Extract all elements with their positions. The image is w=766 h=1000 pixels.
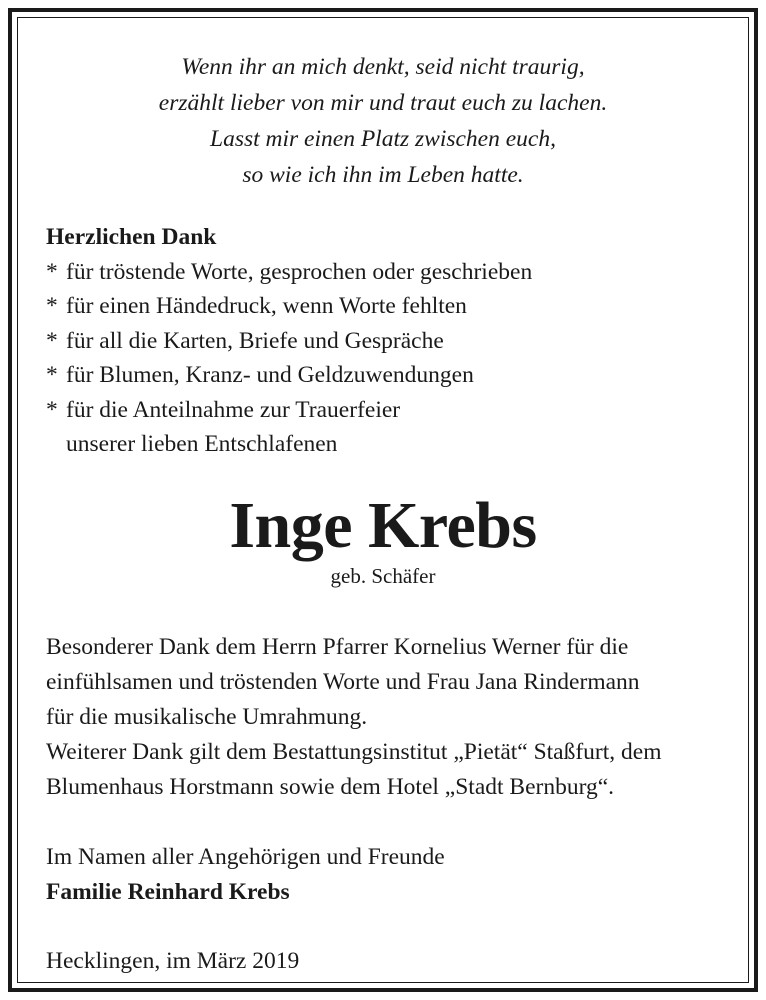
thanks-item-text: für tröstende Worte, gesprochen oder geschrieben	[66, 258, 533, 285]
thanks-item	[46, 358, 532, 393]
thanks-item	[46, 324, 532, 359]
special-thanks-line: für die musikalische Umrahmung.	[46, 704, 368, 730]
thanks-item-text: für einen Händedruck, wenn Worte fehlten	[66, 293, 467, 319]
birth-name: geb. Schäfer	[330, 564, 436, 588]
poem-line: Wenn ihr an mich denkt, seid nicht traurig,	[181, 54, 585, 80]
special-thanks-line: einfühlsamen und tröstenden Worte und Frau Jana Rindermann	[46, 669, 640, 695]
further-thanks-line: Blumenhaus Horstmann sowie dem Hotel „Stadt Bernburg“.	[46, 774, 615, 800]
deceased-name: Inge Krebs	[229, 489, 537, 562]
thanks-item-continuation: unserer lieben Entschlafenen	[66, 431, 338, 457]
thanks-item	[46, 255, 532, 290]
thanks-item	[46, 289, 532, 324]
poem-line: Lasst mir einen Platz zwischen euch,	[210, 126, 556, 152]
thanks-item	[46, 393, 532, 428]
place-date: Hecklingen, im März 2019	[46, 948, 300, 974]
poem-line: so wie ich ihn im Leben hatte.	[242, 162, 524, 188]
special-thanks-line: Besonderer Dank dem Herrn Pfarrer Kornelius Werner für die	[46, 634, 629, 660]
obituary-inner-border	[17, 17, 749, 983]
thanks-section	[46, 220, 532, 462]
poem	[18, 49, 748, 193]
closing-line: Im Namen aller Angehörigen und Freunde	[46, 844, 445, 870]
further-thanks-line: Weiterer Dank gilt dem Bestattungsinstitut „Pietät“ Staßfurt, dem	[46, 739, 662, 765]
family-signature: Familie Reinhard Krebs	[46, 879, 290, 905]
thanks-item-text: für die Anteilnahme zur Trauerfeier	[66, 396, 401, 423]
bullet-asterisk: *	[46, 362, 58, 388]
special-thanks	[46, 630, 720, 805]
bullet-asterisk: *	[46, 396, 58, 423]
thanks-item-text: für Blumen, Kranz- und Geldzuwendungen	[66, 362, 474, 388]
bullet-asterisk: *	[46, 258, 58, 285]
bullet-asterisk: *	[46, 327, 58, 354]
bullet-asterisk: *	[46, 293, 58, 319]
poem-line: erzählt lieber von mir und traut euch zu lachen.	[158, 90, 608, 116]
closing	[46, 840, 445, 910]
thanks-item-text: für all die Karten, Briefe und Gespräche	[66, 327, 444, 354]
obituary-outer-border	[8, 8, 758, 992]
thanks-heading: Herzlichen Dank	[46, 224, 217, 250]
